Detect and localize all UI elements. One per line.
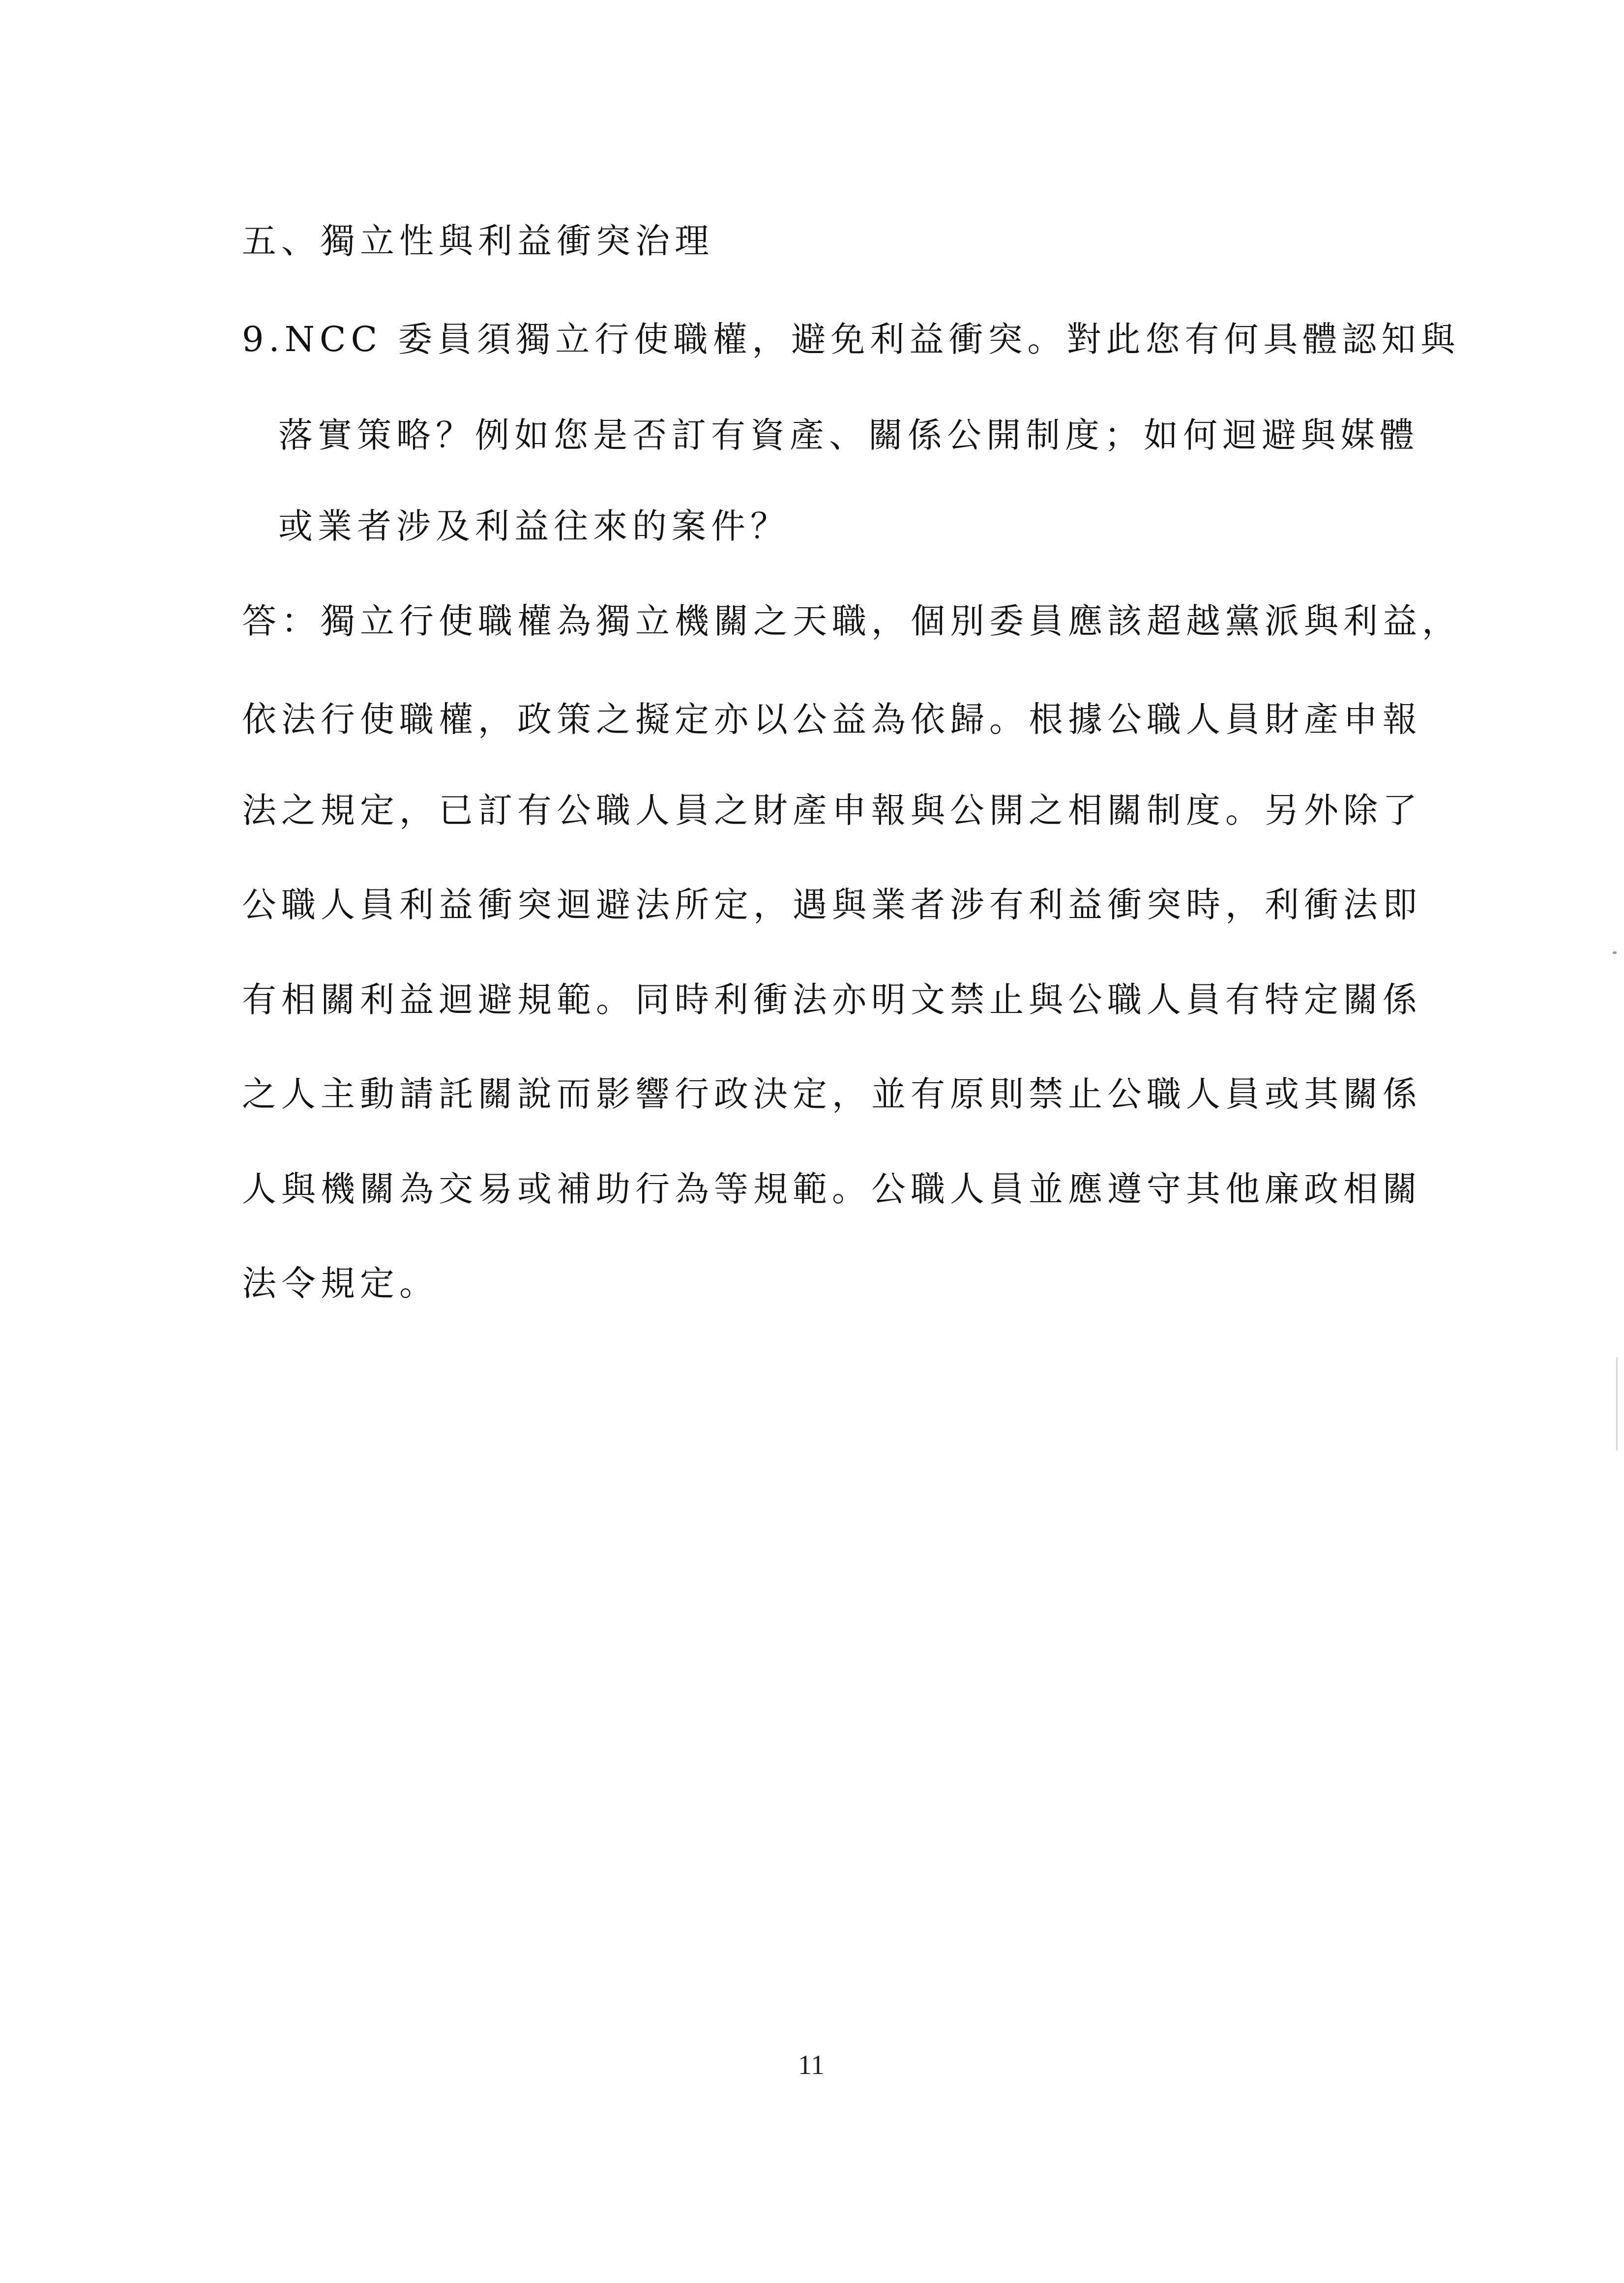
answer-line-1: 答：獨立行使職權為獨立機關之天職，個別委員應該超越黨派與利益， xyxy=(242,601,1461,641)
scan-edge-mark xyxy=(1616,1357,1618,1451)
answer-line-5: 有相關利益迴避規範。同時利衝法亦明文禁止與公職人員有特定關係 xyxy=(242,979,1422,1020)
question-line-3: 或業者涉及利益往來的案件？ xyxy=(278,506,790,546)
answer-line-6: 之人主動請託關說而影響行政決定，並有原則禁止公職人員或其關係 xyxy=(242,1074,1422,1114)
answer-line-2: 依法行使職權，政策之擬定亦以公益為依歸。根據公職人員財產申報 xyxy=(242,699,1422,740)
answer-line-8: 法令規定。 xyxy=(242,1263,439,1304)
question-line-1: 9.NCC 委員須獨立行使職權，避免利益衝突。對此您有何具體認知與 xyxy=(242,319,1460,359)
scan-speck xyxy=(1613,951,1617,954)
page-number: 11 xyxy=(798,2050,825,2080)
answer-line-3: 法之規定，已訂有公職人員之財產申報與公開之相關制度。另外除了 xyxy=(242,790,1422,830)
answer-line-4: 公職人員利益衝突迴避法所定，遇與業者涉有利益衝突時，利衝法即 xyxy=(242,885,1422,925)
section-heading: 五、獨立性與利益衝突治理 xyxy=(242,221,714,261)
answer-line-7: 人與機關為交易或補助行為等規範。公職人員並應遵守其他廉政相關 xyxy=(242,1169,1422,1209)
question-line-2: 落實策略？例如您是否訂有資產、關係公開制度；如何迴避與媒體 xyxy=(278,415,1419,455)
